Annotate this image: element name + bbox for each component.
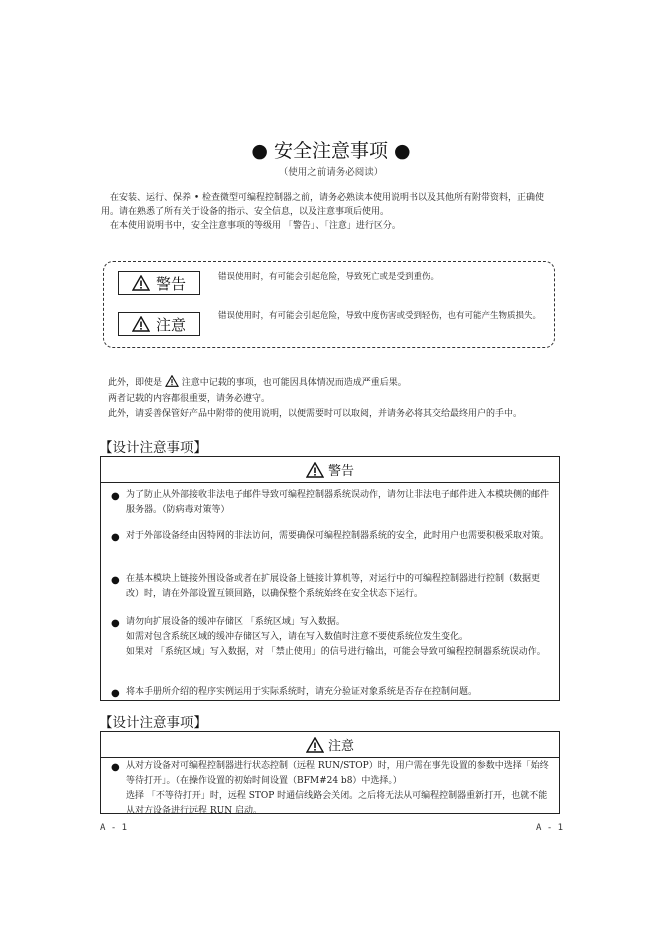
bullet: ● — [111, 618, 120, 629]
page-title — [0, 136, 662, 163]
list-item — [111, 529, 549, 544]
warning-triangle-icon — [306, 462, 324, 478]
note-line-2: 两者记载的内容都很重要，请务必遵守。 — [108, 393, 271, 404]
item-text: 将本手册所介绍的程序实例运用于实际系统时，请充分验证对象系统是否存在控制问题。 — [126, 687, 478, 697]
bullet: ● — [111, 532, 120, 543]
warning-triangle-icon — [306, 737, 324, 753]
section-heading-design-1: 【设计注意事项】 — [99, 440, 207, 456]
warning-triangle-icon — [132, 275, 150, 291]
item-text: 为了防止从外部接收非法电子邮件导致可编程控制器系统误动作，请勿让非法电子邮件进入本模块侧的邮件服务器。（防病毒对策等） — [126, 490, 550, 515]
list-item — [111, 685, 549, 700]
bullet: ● — [111, 688, 120, 699]
intro-paragraph-2: 在本使用说明书中，安全注意事项的等级用 「警告」、「注意」进行区分。 — [110, 221, 401, 231]
item-text: 选择 「不等待打开」时，远程 STOP 时通信线路会关闭。之后将无法从可编程控制器重新打开，也就不能从对方设备进行远程 RUN 启动。 — [126, 791, 548, 816]
bullet: ● — [111, 491, 120, 502]
caution-table-header-label: 注意 — [327, 739, 354, 754]
caution-description: 错误使用时，有可能会引起危险，导致中度伤害或受到轻伤，也有可能产生物质损失。 — [218, 311, 542, 321]
warning-description: 错误使用时，有可能会引起危险，导致死亡或是受到重伤。 — [218, 272, 440, 282]
warning-table — [100, 456, 560, 701]
warning-triangle-icon — [165, 375, 179, 387]
section-heading-design-2: 【设计注意事项】 — [99, 715, 207, 731]
note-line-1-suffix: 注意中记载的事项，也可能因具体情况而造成严重后果。 — [181, 378, 407, 388]
subtitle: （使用之前请务必阅读） — [278, 167, 384, 178]
item-text: 如需对包含系统区域的缓冲存储区写入，请在写入数值时注意不要使系统位发生变化。 — [126, 632, 469, 642]
list-item — [111, 488, 549, 518]
caution-tag — [118, 312, 200, 336]
title-bullet-left: ● — [251, 140, 268, 162]
item-text: 对于外部设备经由因特网的非法访问，需要确保可编程控制器系统的安全，此时用户也需要积极采取对策。 — [126, 531, 550, 541]
item-text: 在基本模块上链接外围设备或者在扩展设备上链接计算机等，对运行中的可编程控制器进行控制（数据更改）时，请在外部设置互锁回路，以确保整个系统始终在安全状态下运行。 — [126, 574, 541, 599]
warning-table-header — [101, 457, 559, 483]
additional-notes — [108, 375, 563, 423]
page-number-left: A - 1 — [100, 823, 128, 833]
warning-tag — [118, 271, 200, 295]
title-bullet-right: ● — [394, 140, 411, 162]
note-line-1 — [108, 375, 563, 392]
item-text: 请勿向扩展设备的缓冲存储区 「系统区域」写入数据。 — [126, 617, 345, 627]
caution-tag-label: 注意 — [155, 315, 186, 334]
title-text: 安全注意事项 — [273, 140, 388, 162]
note-line-3: 此外，请妥善保管好产品中附带的使用说明，以便需要时可以取阅，并请务必将其交给最终用户的手中。 — [108, 409, 523, 419]
list-item — [111, 615, 549, 660]
warning-table-header-label: 警告 — [327, 464, 354, 479]
warning-tag-label: 警告 — [155, 274, 186, 293]
intro-text — [101, 191, 559, 233]
caution-table-header — [101, 732, 559, 758]
bullet: ● — [111, 762, 120, 773]
bullet: ● — [111, 575, 120, 586]
item-text: 从对方设备对可编程控制器进行状态控制（远程 RUN/STOP）时，用户需在事先设置的参数中选择「始终等待打开」。（在操作设置的初始时间设置（BFM#24 b8）中选择。） — [126, 761, 549, 786]
list-item — [111, 759, 549, 819]
page-number-right: A - 1 — [536, 823, 564, 833]
warning-triangle-icon — [132, 316, 150, 332]
list-item — [111, 572, 549, 602]
caution-table — [100, 731, 560, 814]
intro-paragraph-1: 在安装、运行、保养 • 检查微型可编程控制器之前，请务必熟读本使用说明书以及其他所有附带资料，正确使用。请在熟悉了所有关于设备的指示、安全信息，以及注意事项后使用。 — [101, 193, 545, 217]
item-text: 如果对 「系统区域」写入数据，对 「禁止使用」的信号进行输出，可能会导致可编程控制器系统误动作。 — [126, 647, 546, 657]
note-line-1-prefix: 此外，即使是 — [108, 378, 163, 388]
